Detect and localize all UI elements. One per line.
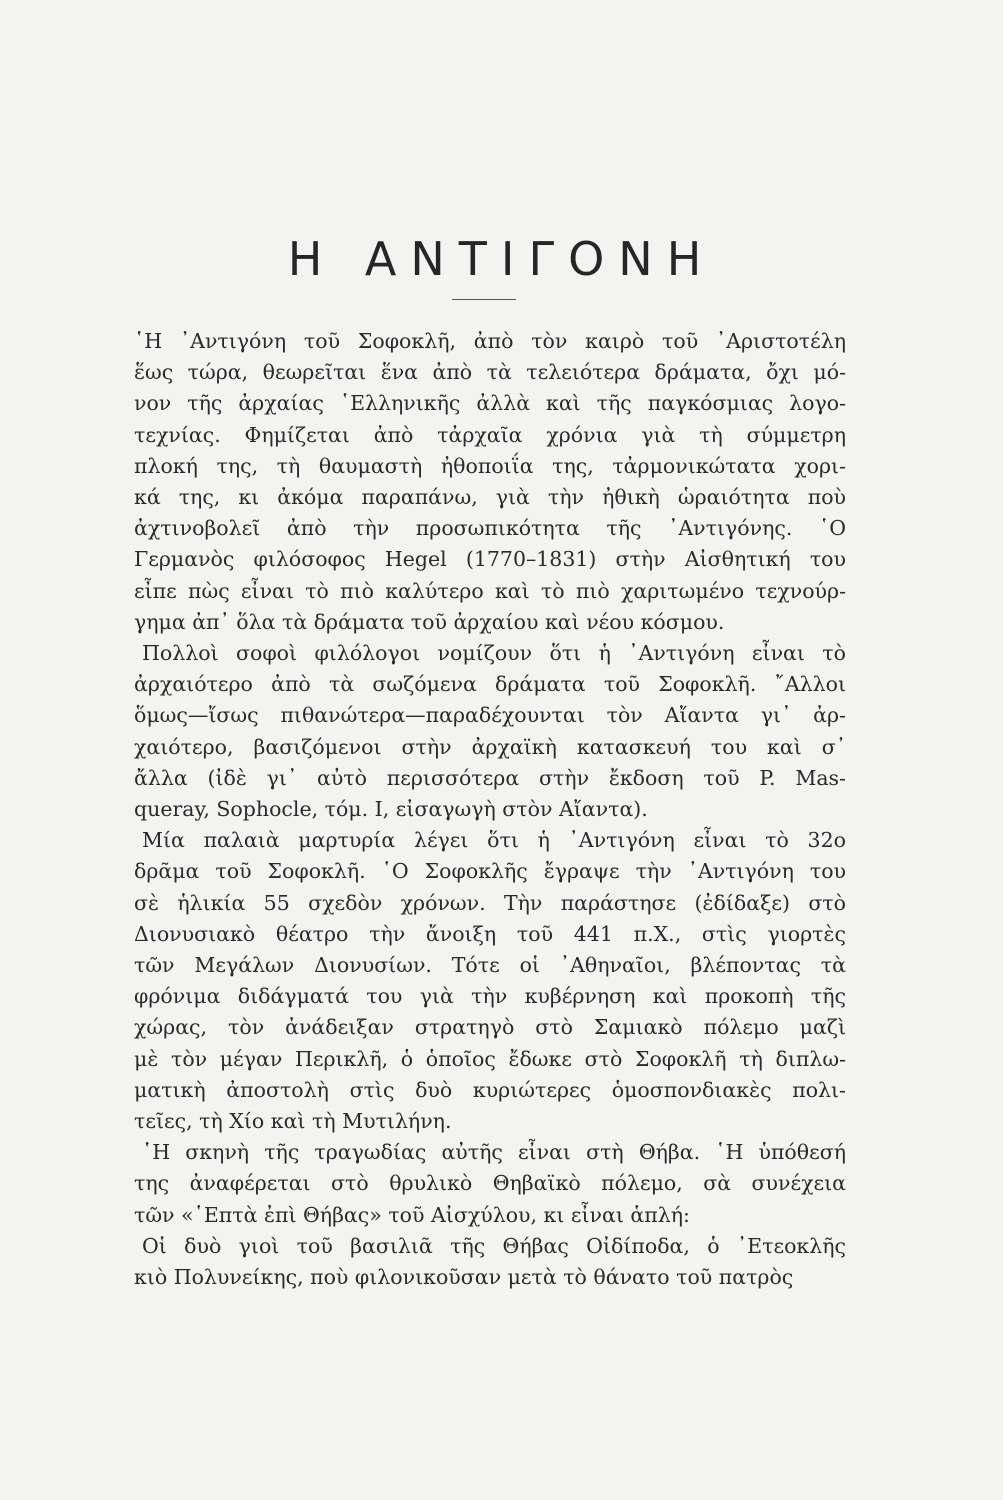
text-line: ἀχτινοβολεῖ ἀπὸ τὴν προσωπικότητα τῆς ᾽Αντιγόνης. ῾Ο (134, 516, 846, 541)
text-line: νον τῆς ἀρχαίας ῾Ελληνικῆς ἀλλὰ καὶ τῆς παγκόσμιας λογο- (134, 391, 846, 416)
text-line: Μία παλαιὰ μαρτυρία λέγει ὅτι ἡ ᾽Αντιγόνη εἶναι τὸ 32ο (142, 828, 846, 853)
text-line: δρᾶμα τοῦ Σοφοκλῆ. ῾Ο Σοφοκλῆς ἔγραψε τὴν ᾽Αντιγόνη του (134, 859, 846, 884)
text-line: μὲ τὸν μέγαν Περικλῆ, ὁ ὁποῖος ἔδωκε στὸ Σοφοκλῆ τὴ διπλω- (134, 1046, 846, 1071)
text-line: ὅμως—ἴσως πιθανώτερα—παραδέχουνται τὸν Αἴαντα γι᾽ ἀρ- (134, 703, 846, 728)
text-line: χαιότερο, βασιζόμενοι στὴν ἀρχαϊκὴ κατασκευή του καὶ σ᾽ (134, 734, 846, 759)
text-line: πλοκή της, τὴ θαυμαστὴ ἠθοποιΐα της, τἀρμονικώτατα χορι- (134, 453, 846, 478)
paragraph (134, 1231, 846, 1293)
paragraph (134, 638, 846, 825)
text-line: της ἀναφέρεται στὸ θρυλικὸ Θηβαϊκὸ πόλεμο, σὰ συνέχεια (134, 1171, 846, 1196)
paragraph (134, 825, 846, 1137)
text-line: φρόνιμα διδάγματά του γιὰ τὴν κυβέρνηση καὶ προκοπὴ τῆς (134, 984, 846, 1009)
text-line: Οἱ δυὸ γιοὶ τοῦ βασιλιᾶ τῆς Θήβας Οἰδίποδα, ὁ ᾽Ετεοκλῆς (142, 1233, 846, 1258)
paragraph (134, 326, 846, 638)
text-line: σὲ ἡλικία 55 σχεδὸν χρόνων. Τὴν παράστησε (ἐδίδαξε) στὸ (134, 890, 846, 915)
text-line: ματικὴ ἀποστολὴ στὶς δυὸ κυριώτερες ὁμοσπονδιακὲς πολι- (134, 1077, 846, 1102)
text-line: τεῖες, τὴ Χίο καὶ τὴ Μυτιλήνη. (134, 1109, 452, 1134)
paragraph (134, 1137, 846, 1231)
text-line: ἄλλα (ἰδὲ γι᾽ αὐτὸ περισσότερα στὴν ἔκδοση τοῦ P. Mas- (134, 765, 846, 790)
text-line: τῶν «῾Επτὰ ἐπὶ Θήβας» τοῦ Αἰσχύλου, κι εἶναι ἁπλή: (134, 1202, 690, 1227)
text-line: κά της, κι ἀκόμα παραπάνω, γιὰ τὴν ἠθικὴ ὡραιότητα ποὺ (134, 485, 846, 510)
text-line: γημα ἀπ᾽ ὅλα τὰ δράματα τοῦ ἀρχαίου καὶ νέου κόσμου. (134, 609, 725, 634)
text-line: Διονυσιακὸ θέατρο τὴν ἄνοιξη τοῦ 441 π.Χ., στὶς γιορτὲς (134, 921, 846, 946)
text-line: χώρας, τὸν ἀνάδειξαν στρατηγὸ στὸ Σαμιακὸ πόλεμο μαζὶ (134, 1015, 846, 1040)
page-title: Η ΑΝΤΙΓΟΝΗ (287, 232, 716, 286)
text-line: κιὸ Πολυνείκης, ποὺ φιλονικοῦσαν μετὰ τὸ θάνατο τοῦ πατρὸς (134, 1265, 794, 1290)
text-line: ῾Η ᾽Αντιγόνη τοῦ Σοφοκλῆ, ἀπὸ τὸν καιρὸ τοῦ ᾽Αριστοτέλη (134, 329, 846, 353)
body-text (134, 326, 846, 1293)
text-line: ῾Η σκηνὴ τῆς τραγωδίας αὐτῆς εἶναι στὴ Θήβα. ῾Η ὑπόθεσή (142, 1140, 846, 1165)
text-line: τεχνίας. Φημίζεται ἀπὸ τἀρχαῖα χρόνια γιὰ τὴ σύμμετρη (134, 422, 846, 447)
text-line: τῶν Μεγάλων Διονυσίων. Τότε οἱ ᾽Αθηναῖοι, βλέποντας τὰ (134, 953, 846, 978)
text-line: ἕως τώρα, θεωρεῖται ἕνα ἀπὸ τὰ τελειότερα δράματα, ὄχι μό- (134, 360, 846, 385)
text-line: Γερμανὸς φιλόσοφος Hegel (1770–1831) στὴν Αἰσθητική του (134, 547, 846, 572)
text-line: Πολλοὶ σοφοὶ φιλόλογοι νομίζουν ὅτι ἡ ᾽Αντιγόνη εἶναι τὸ (142, 641, 846, 666)
text-line: ἀρχαιότερο ἀπὸ τὰ σωζόμενα δράματα τοῦ Σοφοκλῆ. ῎Αλλοι (134, 672, 846, 697)
text-line: εἶπε πὼς εἶναι τὸ πιὸ καλύτερο καὶ τὸ πιὸ χαριτωμένο τεχνούρ- (134, 578, 846, 603)
text-line: queray, Sophocle, τόμ. I, εἰσαγωγὴ στὸν Αἴαντα). (134, 797, 648, 822)
title-rule (452, 299, 516, 300)
